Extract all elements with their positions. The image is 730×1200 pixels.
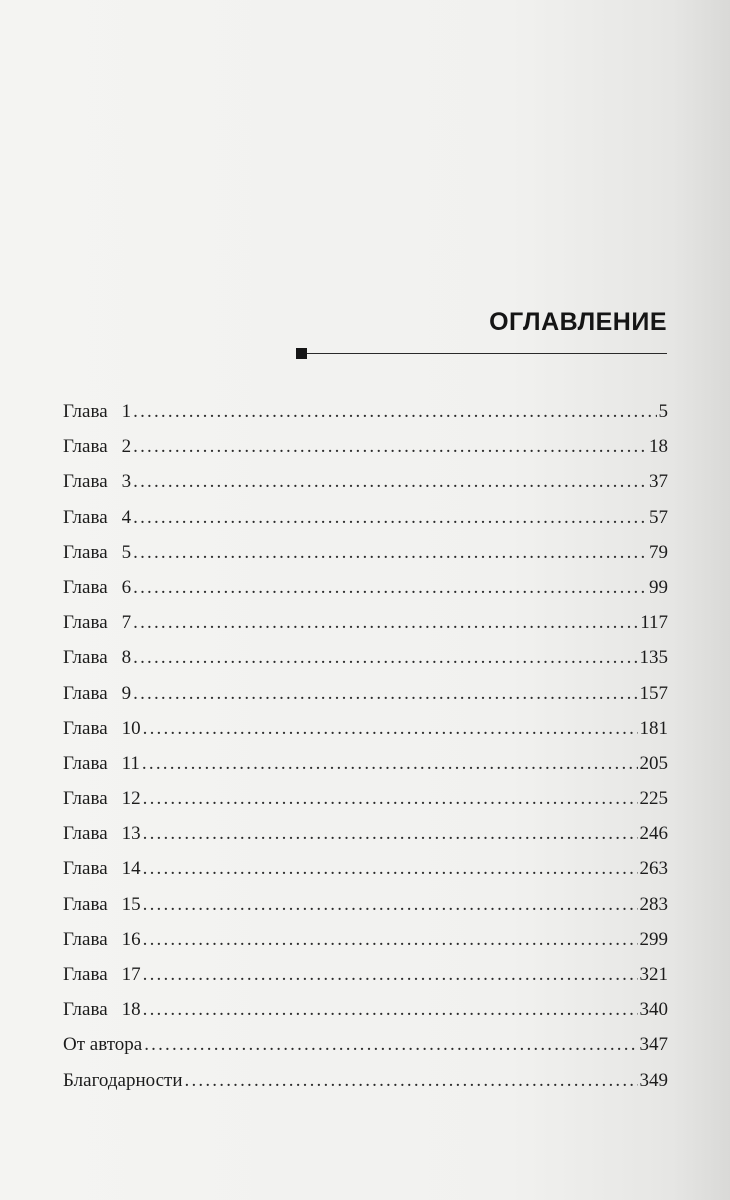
toc-entry-number: 11 xyxy=(121,752,140,774)
toc-entry-number: 8 xyxy=(121,647,132,669)
toc-entry-page: 5 xyxy=(658,401,668,422)
toc-leader-dots xyxy=(133,394,656,429)
toc-leader-dots xyxy=(133,605,638,640)
toc-leader-dots xyxy=(143,887,638,922)
toc-entry xyxy=(63,570,668,605)
toc-entry xyxy=(63,746,668,781)
toc-entry-label: Глава xyxy=(63,823,108,845)
toc-leader-dots xyxy=(143,711,638,746)
toc-entry xyxy=(63,711,668,746)
toc-leader-dots xyxy=(143,851,638,886)
toc-entry-number: 5 xyxy=(121,541,132,563)
toc-entry-page: 246 xyxy=(639,823,668,845)
toc-entry-label: Глава xyxy=(63,999,108,1021)
toc-entry-number: 9 xyxy=(121,682,132,704)
toc-entry xyxy=(63,605,668,640)
toc-leader-dots xyxy=(133,535,647,570)
toc-entry-page: 340 xyxy=(639,999,668,1021)
toc-entry-number: 13 xyxy=(121,823,141,845)
toc-entry xyxy=(63,394,668,429)
toc-entry xyxy=(63,429,668,464)
toc-leader-dots xyxy=(133,500,647,535)
toc-entry xyxy=(63,816,668,851)
toc-entry-label: От автора xyxy=(63,1034,143,1056)
toc-entry xyxy=(63,851,668,886)
toc-entry-page: 117 xyxy=(640,612,668,634)
toc-entry-page: 135 xyxy=(639,647,668,669)
toc-entry-label: Глава xyxy=(63,964,108,985)
toc-entry-number: 14 xyxy=(121,858,141,880)
toc-entry xyxy=(63,1063,668,1098)
toc-entry-number: 2 xyxy=(121,436,132,458)
toc-entry-number: 6 xyxy=(121,576,132,598)
toc-entry xyxy=(63,781,668,816)
toc-entry-label: Глава xyxy=(63,788,108,810)
toc-leader-dots xyxy=(144,1027,637,1062)
heading-rule xyxy=(300,353,667,354)
toc-entry-label: Глава xyxy=(63,471,108,493)
toc-entry-page: 347 xyxy=(639,1034,668,1056)
toc-entry-label: Глава xyxy=(63,647,108,669)
toc-entry-page: 181 xyxy=(639,717,668,739)
toc-entry-label: Глава xyxy=(63,928,108,950)
toc-entry-number: 12 xyxy=(121,788,141,810)
toc-leader-dots xyxy=(133,429,647,464)
toc-entry-page: 225 xyxy=(639,788,668,810)
toc-leader-dots xyxy=(133,640,637,675)
toc-entry-page: 299 xyxy=(639,928,668,950)
toc-entry-label: Глава xyxy=(63,612,108,634)
toc-entry-label: Глава xyxy=(63,506,108,528)
toc-entry xyxy=(63,500,668,535)
toc-entry xyxy=(63,992,668,1027)
toc-entry xyxy=(63,535,668,570)
toc-entry-label: Глава xyxy=(63,576,108,598)
toc-entry-label: Глава xyxy=(63,752,108,774)
toc-entry xyxy=(63,676,668,711)
toc-entry-page: 205 xyxy=(639,752,668,774)
toc-entry-label: Глава xyxy=(63,401,108,422)
toc-entry xyxy=(63,464,668,499)
toc-entry-number: 7 xyxy=(121,612,132,634)
toc-entry-label: Благодарности xyxy=(63,1069,183,1091)
toc-entry-number: 15 xyxy=(121,893,141,915)
toc-entry-label: Глава xyxy=(63,717,108,739)
toc-leader-dots xyxy=(185,1063,638,1098)
toc-entry-page: 37 xyxy=(649,471,668,493)
rule-square-ornament xyxy=(296,348,307,359)
toc-entry-page: 99 xyxy=(649,576,668,598)
toc-entry xyxy=(63,887,668,922)
toc-leader-dots xyxy=(143,992,638,1027)
toc-leader-dots xyxy=(143,781,638,816)
toc-entry-page: 263 xyxy=(639,858,668,880)
toc-entry-label: Глава xyxy=(63,682,108,704)
toc-entry-page: 79 xyxy=(649,541,668,563)
toc-leader-dots xyxy=(143,957,638,992)
toc-entry-page: 18 xyxy=(649,436,668,458)
toc-entry-label: Глава xyxy=(63,893,108,915)
table-of-contents xyxy=(63,394,668,1098)
toc-entry-page: 57 xyxy=(649,506,668,528)
toc-leader-dots xyxy=(143,922,638,957)
toc-entry xyxy=(63,957,668,992)
toc-leader-dots xyxy=(133,464,647,499)
toc-leader-dots xyxy=(133,570,647,605)
toc-entry xyxy=(63,1027,668,1062)
toc-entry-page: 283 xyxy=(639,893,668,915)
toc-entry xyxy=(63,922,668,957)
toc-entry-number: 1 xyxy=(121,401,132,422)
toc-entry-label: Глава xyxy=(63,541,108,563)
toc-entry-page: 157 xyxy=(639,682,668,704)
toc-entry-number: 17 xyxy=(121,964,141,985)
toc-leader-dots xyxy=(143,816,638,851)
toc-entry-number: 16 xyxy=(121,928,141,950)
toc-entry-page: 349 xyxy=(639,1069,668,1091)
toc-leader-dots xyxy=(133,676,637,711)
toc-entry-label: Глава xyxy=(63,858,108,880)
toc-entry-number: 18 xyxy=(121,999,141,1021)
toc-entry-number: 4 xyxy=(121,506,132,528)
toc-entry-number: 10 xyxy=(121,717,141,739)
toc-entry-label: Глава xyxy=(63,436,108,458)
toc-heading: ОГЛАВЛЕНИЕ xyxy=(489,308,667,336)
toc-leader-dots xyxy=(142,746,638,781)
toc-entry xyxy=(63,640,668,675)
toc-entry-page: 321 xyxy=(639,964,668,985)
toc-entry-number: 3 xyxy=(121,471,132,493)
